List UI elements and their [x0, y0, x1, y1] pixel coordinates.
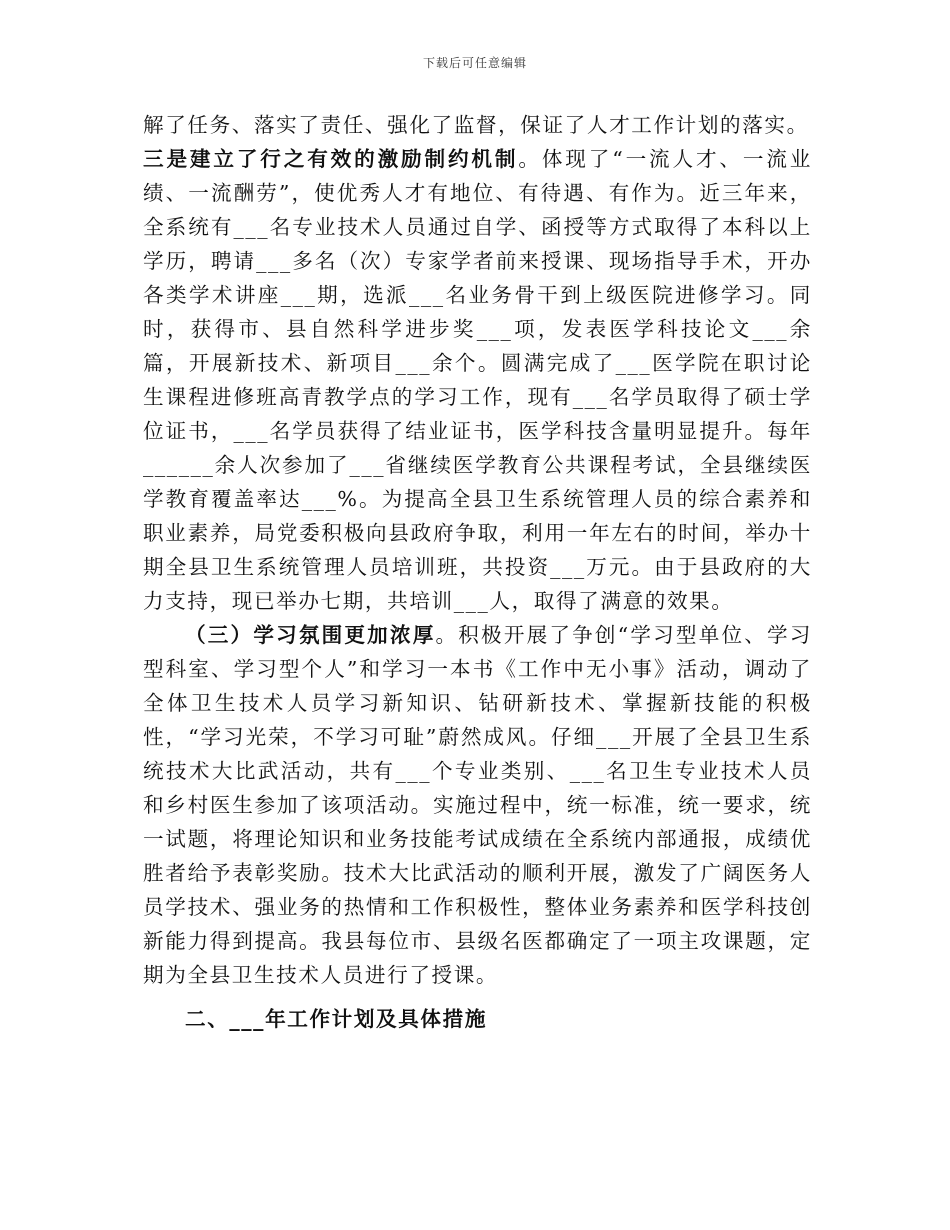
- paragraph-lead-heading: 三是建立了行之有效的激励制约机制: [143, 147, 519, 171]
- paragraph-learning-atmosphere: [143, 618, 812, 992]
- page-header-note: 下载后可任意编辑: [422, 56, 527, 70]
- paragraph-incentive-mechanism: [143, 142, 812, 618]
- paragraph-body-text: 。体现了“一流人才、一流业绩、一流酬劳”，使优秀人才有地位、有待遇、有作为。近三年来，全系统有___名专业技术人员通过自学、函授等方式取得了本科以上学历，聘请___多名（次）专家学者前来授课、现场指导手术，开办各类学术讲座___期，选派___名业务骨干到上级医院进修学习。同时，获得市、县自然科学进步奖___项，发表医学科技论文___余篇，开展新技术、新项目___余个。圆满完成了___医学院在职讨论生课程进修班高青教学点的学习工作，现有___名学员取得了硕士学位证书，___名学员获得了结业证书，医学科技含量明显提升。每年______余人次参加了___省继续医学教育公共课程考试，全县继续医学教育覆盖率达___%。为提高全县卫生系统管理人员的综合素养和职业素养，局党委积极向县政府争取，利用一年左右的时间，举办十期全县卫生系统管理人员培训班，共投资___万元。由于县政府的大力支持，现已举办七期，共培训___人，取得了满意的效果。: [143, 147, 812, 613]
- section-heading: 二、___年工作计划及具体措施: [185, 1007, 488, 1031]
- paragraph-lead-heading: （三）学习氛围更加浓厚: [185, 623, 436, 647]
- document-body: [143, 108, 812, 1036]
- paragraph-continuation: 解了任务、落实了责任、强化了监督，保证了人才工作计划的落实。: [143, 113, 809, 137]
- paragraph-body-text: 。积极开展了争创“学习型单位、学习型科室、学习型个人”和学习一本书《工作中无小事》活动，调动了全体卫生技术人员学习新知识、钻研新技术、掌握新技能的积极性，“学习光荣，不学习可耻”蔚然成风。仔细___开展了全县卫生系统技术大比武活动，共有___个专业类别、___名卫生专业技术人员和乡村医生参加了该项活动。实施过程中，统一标准，统一要求，统一试题，将理论知识和业务技能考试成绩在全系统内部通报，成绩优胜者给予表彰奖励。技术大比武活动的顺利开展，激发了广阔医务人员学技术、强业务的热情和工作积极性，整体业务素养和医学科技创新能力得到提高。我县每位市、县级名医都确定了一项主攻课题，定期为全县卫生技术人员进行了授课。: [143, 623, 812, 987]
